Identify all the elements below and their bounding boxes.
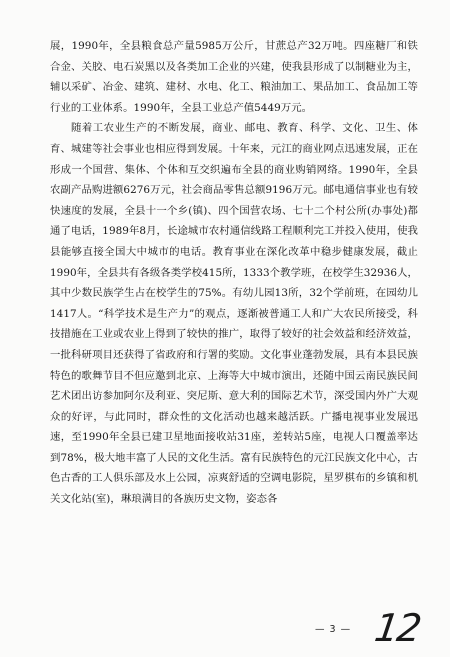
page-number: — 3 — <box>315 624 352 635</box>
paragraph-continuation: 展，1990年，全县粮食总产量5985万公斤，甘蔗总产32万吨。四座糖厂和铁合金、关胶、电石炭黑以及各类加工企业的兴建，使我县形成了以制糖业为主，辅以采矿、冶金、建筑、建材、水电、化工、粮油加工、果品加工、食品加工等行业的工业体系。1990年，全县工业总产值5449万元。 <box>50 40 418 114</box>
paragraph-social-development: 随着工农业生产的不断发展，商业、邮电、教育、科学、文化、卫生、体育、城建等社会事业也相应得到发展。十年来，元江的商业网点迅速发展，正在形成一个国营、集体、个体和互交织遍布全县的商业购销网络。1990年，全县农副产品购进额6276万元，社会商品零售总额9196万元。邮电通信事业也有较快速度的发展，全县十一个乡(镇)、四个国营农场、七十二个村公所(办事处)都通了电话，1989年8月，长途城市农村通信线路工程顺利完工并投入使用，使我县能够直接全国大中城市的电话。教育事业在深化改革中稳步健康发展，截止1990年，全县共有各级各类学校415所，1333个教学班，在校学生32936人，其中少数民族学生占在校学生的75%。有幼儿园13所，32个学前班，在园幼儿1417人。“科学技术是生产力”的观点，逐渐被普通工人和广大农民所接受，科技措施在工业或农业上得到了较快的推广，取得了较好的社会效益和经济效益，一批科研项目还获得了省政府和行署的奖励。文化事业蓬勃发展，具有本县民族特色的歌舞节目不但应邀到北京、上海等大中城市演出，还随中国云南民族民间艺术团出访参加阿尔及利亚、突尼斯、意大利的国际艺术节，深受国内外广大观众的好评，与此同时，群众性的文化活动也越来越活跃。广播电视事业发展迅速，至1990年全县已建卫星地面接收站31座，差转站5座，电视人口覆盖率达到78%，极大地丰富了人民的文化生活。富有民族特色的元江民族文化中心，古色古香的工人俱乐部及水上公园，凉爽舒适的空调电影院，星罗棋布的乡镇和机关文化站(室)，琳琅满目的各族历史文物，姿态各 <box>50 122 418 506</box>
handwritten-page-mark: 12 <box>371 606 423 650</box>
body-text <box>50 36 418 510</box>
